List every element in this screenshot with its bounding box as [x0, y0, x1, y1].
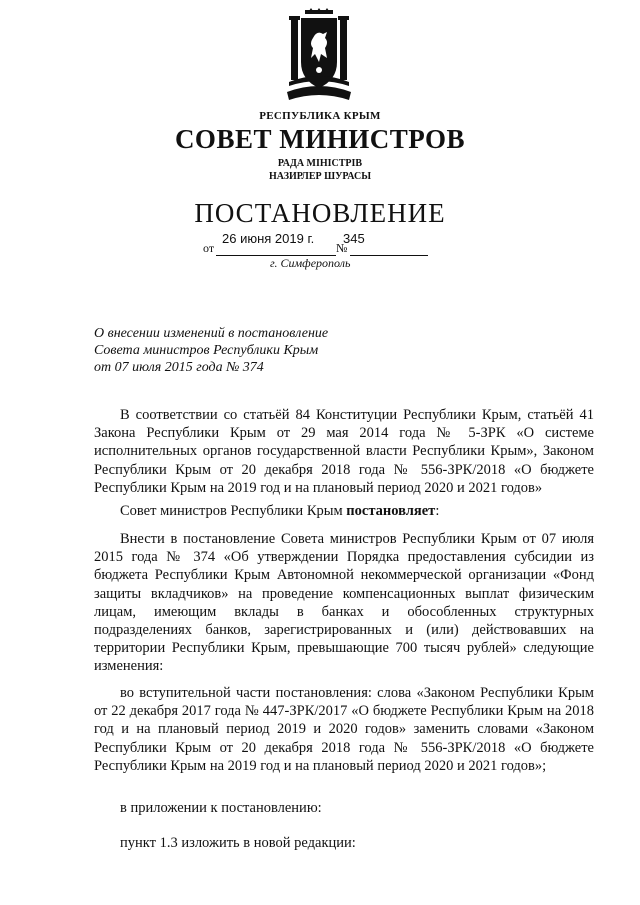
resolution-lead: Совет министров Республики Крым [120, 503, 347, 519]
city: г. Симферополь [270, 256, 351, 270]
council-title: СОВЕТ МИНИСТРОВ [174, 124, 466, 154]
preamble-paragraph: В соответствии со статьёй 84 Конституции Республики Крым, статьёй 41 Закона Республики Крым от 29 мая 2014 года № 5-ЗРК «О системе исполнительных органов государственной власти Республики Крым», Законом Республики Крым от 20 декабря 2018 года № 556-ЗРК/2018 «О бюджете Республики Крым на 2019 год и на плановый период 2020 и 2021 годов» [94, 407, 594, 496]
subject-line: О внесении изменений в постановление [94, 326, 329, 341]
document-date: 26 июня 2019 г. [222, 231, 315, 246]
document-subject [94, 325, 328, 376]
republic-name: РЕСПУБЛИКА КРЫМ [259, 110, 381, 122]
resolution-colon: : [435, 503, 440, 519]
subject-line: от 07 июля 2015 года № 374 [94, 360, 264, 375]
number-label: № [336, 241, 348, 255]
council-title-crimean-tatar: НАЗИРЛЕР ШУРАСЫ [268, 171, 372, 182]
clause-heading: пункт 1.3 изложить в новой редакции: [120, 835, 356, 851]
date-label: от [203, 241, 215, 255]
document-type: ПОСТАНОВЛЕНИЕ [194, 198, 446, 228]
council-title-ukrainian: РАДА МІНІСТРІВ [277, 158, 363, 169]
appendix-heading: в приложении к постановлению: [120, 800, 322, 816]
amendment-paragraph: Внести в постановление Совета министров Республики Крым от 07 июля 2015 года № 374 «Об утверждении Порядка предоставления субсидии из бюджета Республики Крым Автономной некоммерческой организации «Фонд защиты вкладчиков» на проведение компенсационных выплат физическим лицам, имеющим вклады в банках и обособленных структурных подразделениях банков, зарегистрированных и (или) действовавших на территории Республики Крым, превышающие 700 тысяч рублей» следующие изменения: [94, 531, 594, 675]
crimea-coat-of-arms [283, 8, 355, 108]
number-underline [350, 255, 428, 256]
resolution-statement [94, 502, 594, 520]
subject-line: Совета министров Республики Крым [94, 343, 319, 358]
document-number: 345 [343, 231, 365, 246]
amendment-item: во вступительной части постановления: слова «Законом Республики Крым от 22 декабря 2017 года № 447-ЗРК/2017 «О бюджете Республики Крым на 2018 год и на плановый период 2019 и 2020 годов» заменить словами «Законом Республики Крым от 20 декабря 2018 года № 556-ЗРК/2018 «О бюджете Республики Крым на 2019 год и на плановый период 2020 и 2021 годов»; [94, 685, 594, 774]
resolution-keyword: постановляет [346, 503, 436, 519]
